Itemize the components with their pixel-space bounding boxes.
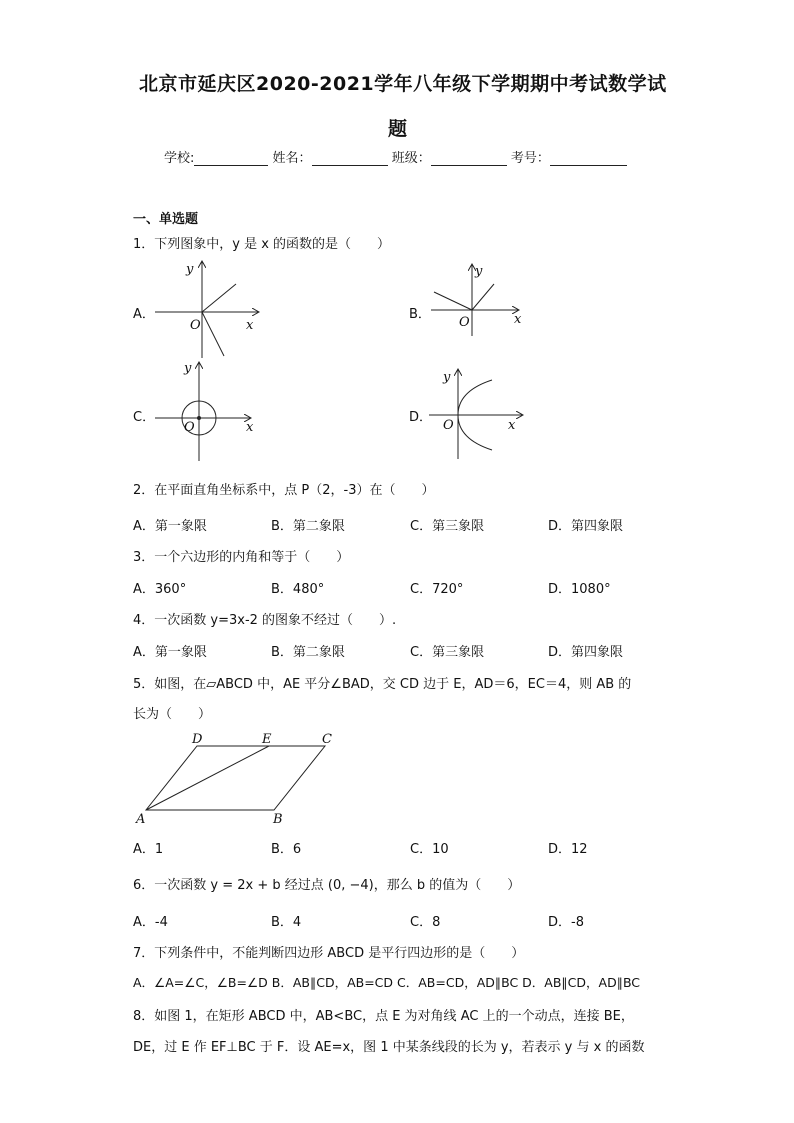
q1-graph-b: [428, 262, 528, 337]
question-3-stem: 3．一个六边形的内角和等于（ ）: [133, 550, 350, 565]
school-label: 学校:: [164, 151, 195, 166]
q1-option-b-label: B．: [409, 307, 431, 322]
q6-option-b[interactable]: B．4: [271, 915, 302, 930]
q1-option-d-label: D．: [409, 410, 433, 425]
q3-option-c[interactable]: C．720°: [410, 582, 464, 597]
origin-label: O: [459, 315, 470, 330]
class-label: 班级：: [391, 151, 431, 166]
axis-x-label: x: [508, 418, 516, 433]
q2-option-d[interactable]: D．第四象限: [548, 519, 624, 534]
q6-option-d[interactable]: D．-8: [548, 915, 584, 930]
axis-y-label: y: [475, 264, 483, 279]
q6-option-a[interactable]: A．-4: [133, 915, 168, 930]
axis-x-label: x: [246, 420, 254, 435]
class-field[interactable]: [431, 151, 507, 166]
q3-option-d[interactable]: D．1080°: [548, 582, 611, 597]
student-info-line: [164, 147, 627, 166]
vertex-d-label: D: [192, 732, 203, 747]
school-field[interactable]: [194, 151, 268, 166]
question-2-stem: 2．在平面直角坐标系中，点 P（2，-3）在（ ）: [133, 483, 435, 498]
q2-option-b[interactable]: B．第二象限: [271, 519, 345, 534]
q1-option-c-label: C．: [133, 410, 156, 425]
question-1-stem: 1．下列图象中，y 是 x 的函数的是（ ）: [133, 237, 391, 252]
axis-x-label: x: [514, 312, 522, 327]
axis-x-label: x: [246, 318, 254, 333]
page-title-line2: 题: [388, 118, 408, 140]
exam-no-label: 考号：: [510, 151, 550, 166]
axis-y-label: y: [184, 361, 192, 376]
name-label: 姓名：: [272, 151, 312, 166]
q5-option-b[interactable]: B．6: [271, 842, 302, 857]
q1-graph-a: [150, 258, 270, 363]
q4-option-d[interactable]: D．第四象限: [548, 645, 624, 660]
q1-graph-c: [150, 359, 260, 463]
q7-options-line[interactable]: A．∠A=∠C，∠B=∠D B．AB∥CD，AB=CD C．AB=CD，AD∥BC D．AB∥CD，AD∥BC: [133, 975, 641, 990]
vertex-e-label: E: [262, 732, 272, 747]
q3-option-a[interactable]: A．360°: [133, 582, 187, 597]
q5-option-d[interactable]: D．12: [548, 842, 588, 857]
vertex-b-label: B: [273, 812, 283, 827]
question-4-stem: 4．一次函数 y=3x-2 的图象不经过（ ）.: [133, 613, 397, 628]
origin-label: O: [184, 420, 195, 435]
exam-no-field[interactable]: [550, 151, 627, 166]
q4-option-b[interactable]: B．第二象限: [271, 645, 345, 660]
origin-label: O: [443, 418, 454, 433]
q5-option-c[interactable]: C．10: [410, 842, 449, 857]
q3-option-b[interactable]: B．480°: [271, 582, 325, 597]
q4-option-a[interactable]: A．第一象限: [133, 645, 207, 660]
q1-graph-d: [426, 367, 536, 463]
axis-y-label: y: [443, 370, 451, 385]
origin-label: O: [190, 318, 201, 333]
q2-option-c[interactable]: C．第三象限: [410, 519, 485, 534]
question-6-stem: 6．一次函数 y = 2x + b 经过点 (0, −4)，那么 b 的值为（ ）: [133, 878, 521, 893]
q4-option-c[interactable]: C．第三象限: [410, 645, 485, 660]
name-field[interactable]: [312, 151, 388, 166]
q1-option-a-label: A．: [133, 307, 155, 322]
page-title-line1: 北京市延庆区2020-2021学年八年级下学期期中考试数学试: [139, 73, 667, 95]
vertex-c-label: C: [322, 732, 332, 747]
question-5-stem-line2: 长为（ ）: [133, 707, 212, 722]
question-8-line2: DE，过 E 作 EF⊥BC 于 F．设 AE=x，图 1 中某条线段的长为 y，若表示 y 与 x 的函数: [133, 1040, 645, 1055]
question-8-line1: 8．如图 1，在矩形 ABCD 中，AB<BC，点 E 为对角线 AC 上的一个动点，连接 BE，: [133, 1009, 634, 1024]
axis-y-label: y: [186, 262, 194, 277]
question-5-stem-line1: 5．如图，在▱ABCD 中，AE 平分∠BAD，交 CD 边于 E，AD＝6，EC＝4，则 AB 的: [133, 677, 632, 692]
vertex-a-label: A: [136, 812, 146, 827]
section-heading: 一、单选题: [133, 212, 199, 227]
q2-option-a[interactable]: A．第一象限: [133, 519, 207, 534]
q5-option-a[interactable]: A．1: [133, 842, 164, 857]
q5-parallelogram-figure: [132, 728, 347, 828]
question-7-stem: 7．下列条件中，不能判断四边形 ABCD 是平行四边形的是（ ）: [133, 946, 525, 961]
q6-option-c[interactable]: C．8: [410, 915, 441, 930]
